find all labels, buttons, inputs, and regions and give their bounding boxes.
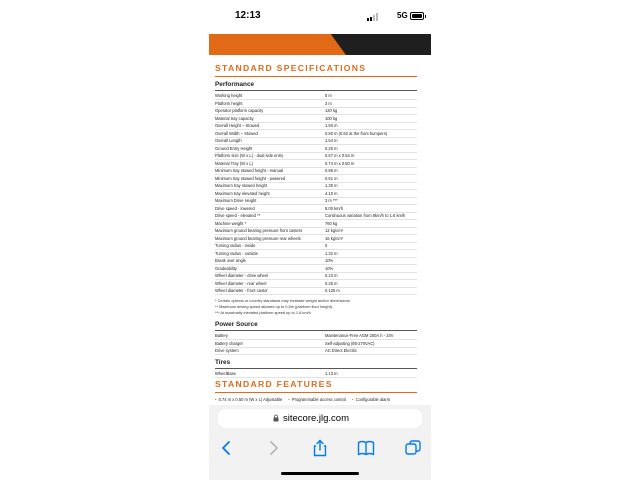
feature-text: Configurable alarm: [354, 397, 391, 402]
spec-label: Platform height: [215, 100, 243, 106]
tires-title: Tires: [215, 359, 231, 366]
spec-label: Machine weight *: [215, 220, 247, 226]
section-divider: [215, 76, 417, 77]
url-text: sitecore.jlg.com: [283, 413, 349, 424]
feature-item: [288, 397, 346, 402]
spec-label: Drive system: [215, 348, 239, 353]
spec-value: 16 kg/cm²: [325, 235, 343, 241]
standard-features-list: [215, 397, 425, 402]
spec-label: Overall Height – Stowed: [215, 123, 260, 128]
spec-value: 100 kg: [325, 115, 338, 121]
battery-icon: [410, 12, 424, 20]
spec-label: Drive speed - lowered: [215, 205, 255, 211]
browser-toolbar: [209, 432, 431, 480]
web-page-content[interactable]: [209, 32, 431, 405]
spec-value: Self-adjusting (85-270VAC): [325, 340, 375, 346]
bullet-icon: •: [352, 397, 354, 402]
spec-value: 5 m: [325, 93, 332, 98]
spec-label: Turning radius - outside: [215, 250, 258, 256]
spec-value: 0.80 m (0.82 at the front bumpers): [325, 130, 388, 136]
spec-value: 10%: [325, 258, 334, 263]
spec-value: 1.54 m: [325, 138, 338, 143]
lock-icon: [273, 414, 279, 422]
tabs-icon[interactable]: [403, 439, 423, 457]
address-field[interactable]: [218, 409, 422, 428]
share-icon[interactable]: [310, 439, 330, 457]
spec-value: Maintenance-Free AGM 200A.h - 24V: [325, 333, 394, 338]
spec-value: 760 kg: [325, 220, 338, 226]
spec-label: Working height: [215, 93, 243, 98]
spec-value: Continuous variation from 8km/h to 1.6 km/h: [325, 213, 406, 218]
cellular-signal-icon: [367, 13, 381, 21]
spec-value: 0.125 m: [325, 288, 340, 293]
spec-label: Gradeability: [215, 265, 237, 271]
spec-label: Wheel diameter - rear wheel: [215, 280, 267, 286]
spec-value: 120 kg: [325, 108, 338, 113]
performance-notes: [215, 298, 351, 316]
spec-label: Material Tray (W x L): [215, 160, 253, 166]
spec-label: Operator platform capacity: [215, 108, 264, 113]
feature-item: [215, 397, 282, 402]
spec-label: WheelBase: [215, 371, 236, 376]
spec-value: 0.86 m: [325, 168, 338, 173]
spec-label: Material tray capacity: [215, 115, 254, 121]
bullet-icon: •: [288, 397, 290, 402]
spec-label: Overall Length: [215, 138, 242, 143]
spec-value: 12 kg/cm²: [325, 228, 343, 233]
spec-label: Maximum tray stowed height: [215, 183, 268, 188]
spec-value: 8.00 km/h: [325, 205, 343, 211]
chevron-right-icon[interactable]: [263, 439, 283, 457]
book-icon[interactable]: [356, 439, 376, 457]
spec-value: 0.23 m: [325, 273, 338, 278]
spec-label: Turning radius - inside: [215, 243, 256, 248]
footnote: * Certain options or country standards may increase weight and/or dimensions.: [215, 298, 351, 303]
spec-label: Overall Width – Stowed: [215, 130, 258, 136]
spec-label: Minimum tray stowed height - manual: [215, 168, 284, 173]
spec-row: [215, 370, 417, 379]
spec-value: 0: [325, 243, 328, 248]
section-divider: [215, 392, 417, 393]
phone-screen: [209, 0, 431, 480]
spec-value: 0.20 m: [325, 145, 338, 151]
spec-label: Wheel diameter - drive wheel: [215, 273, 269, 278]
spec-value: 10%: [325, 265, 334, 271]
footnote: ** Maximum driving speed allowed up to 0,5m (platform floor height).: [215, 304, 334, 309]
spec-value: 1.32 m: [325, 250, 338, 256]
chevron-left-icon[interactable]: [217, 439, 237, 457]
spec-value: 1.50 m: [325, 123, 338, 128]
spec-value: 3 m: [325, 100, 332, 106]
spec-value: AC Direct Electric: [325, 348, 358, 353]
spec-label: Break over angle: [215, 258, 246, 263]
address-bar-area: [209, 405, 431, 432]
bullet-icon: •: [215, 397, 217, 402]
spec-row: [215, 347, 417, 356]
spec-label: Battery charger: [215, 340, 243, 346]
feature-text: 0.74 m x 0.50 m (W x L) Adjustable: [217, 397, 283, 402]
spec-label: Maximum tray elevated height: [215, 190, 270, 196]
spec-label: Maximum ground bearing pressure front casters: [215, 228, 303, 233]
spec-value: 0.74 m x 0.50 m: [325, 160, 355, 166]
feature-text: Programmable access control: [290, 397, 347, 402]
spec-value: 1.30 m: [325, 183, 338, 188]
performance-title: Performance: [215, 81, 255, 88]
spec-label: Maximum Drive Height: [215, 198, 257, 203]
spec-label: Maximum ground bearing pressure rear wheels: [215, 235, 301, 241]
standard-specifications-title: STANDARD SPECIFICATIONS: [215, 63, 367, 73]
standard-features-title: STANDARD FEATURES: [215, 379, 333, 389]
spec-label: Drive speed - elevated **: [215, 213, 261, 218]
status-time: 12:13: [235, 10, 261, 21]
spec-label: Platform size (W x L) - dual side entry: [215, 153, 284, 158]
spec-value: 0.25 m: [325, 280, 338, 286]
spec-value: 4.10 m: [325, 190, 338, 196]
spec-label: Ground Entry Height: [215, 145, 253, 151]
power-source-title: Power Source: [215, 321, 258, 328]
spec-value: 0.61 m: [325, 175, 338, 181]
spec-label: Wheel diameter - front castor: [215, 288, 268, 293]
spec-value: 3 m ***: [325, 198, 338, 203]
spec-label: Minimum tray stowed height - powered: [215, 175, 286, 181]
spec-label: Battery: [215, 333, 228, 338]
feature-item: [352, 397, 390, 402]
spec-value: 1.13 m: [325, 371, 338, 376]
status-bar: [209, 0, 431, 32]
home-indicator: [281, 472, 359, 475]
network-type: 5G: [397, 11, 408, 20]
footnote: *** At maximally elevated platform speed up to 1.6 km/h: [215, 310, 311, 315]
spec-value: 0.67 m x 0.54 m: [325, 153, 355, 158]
spec-row: [215, 287, 417, 296]
